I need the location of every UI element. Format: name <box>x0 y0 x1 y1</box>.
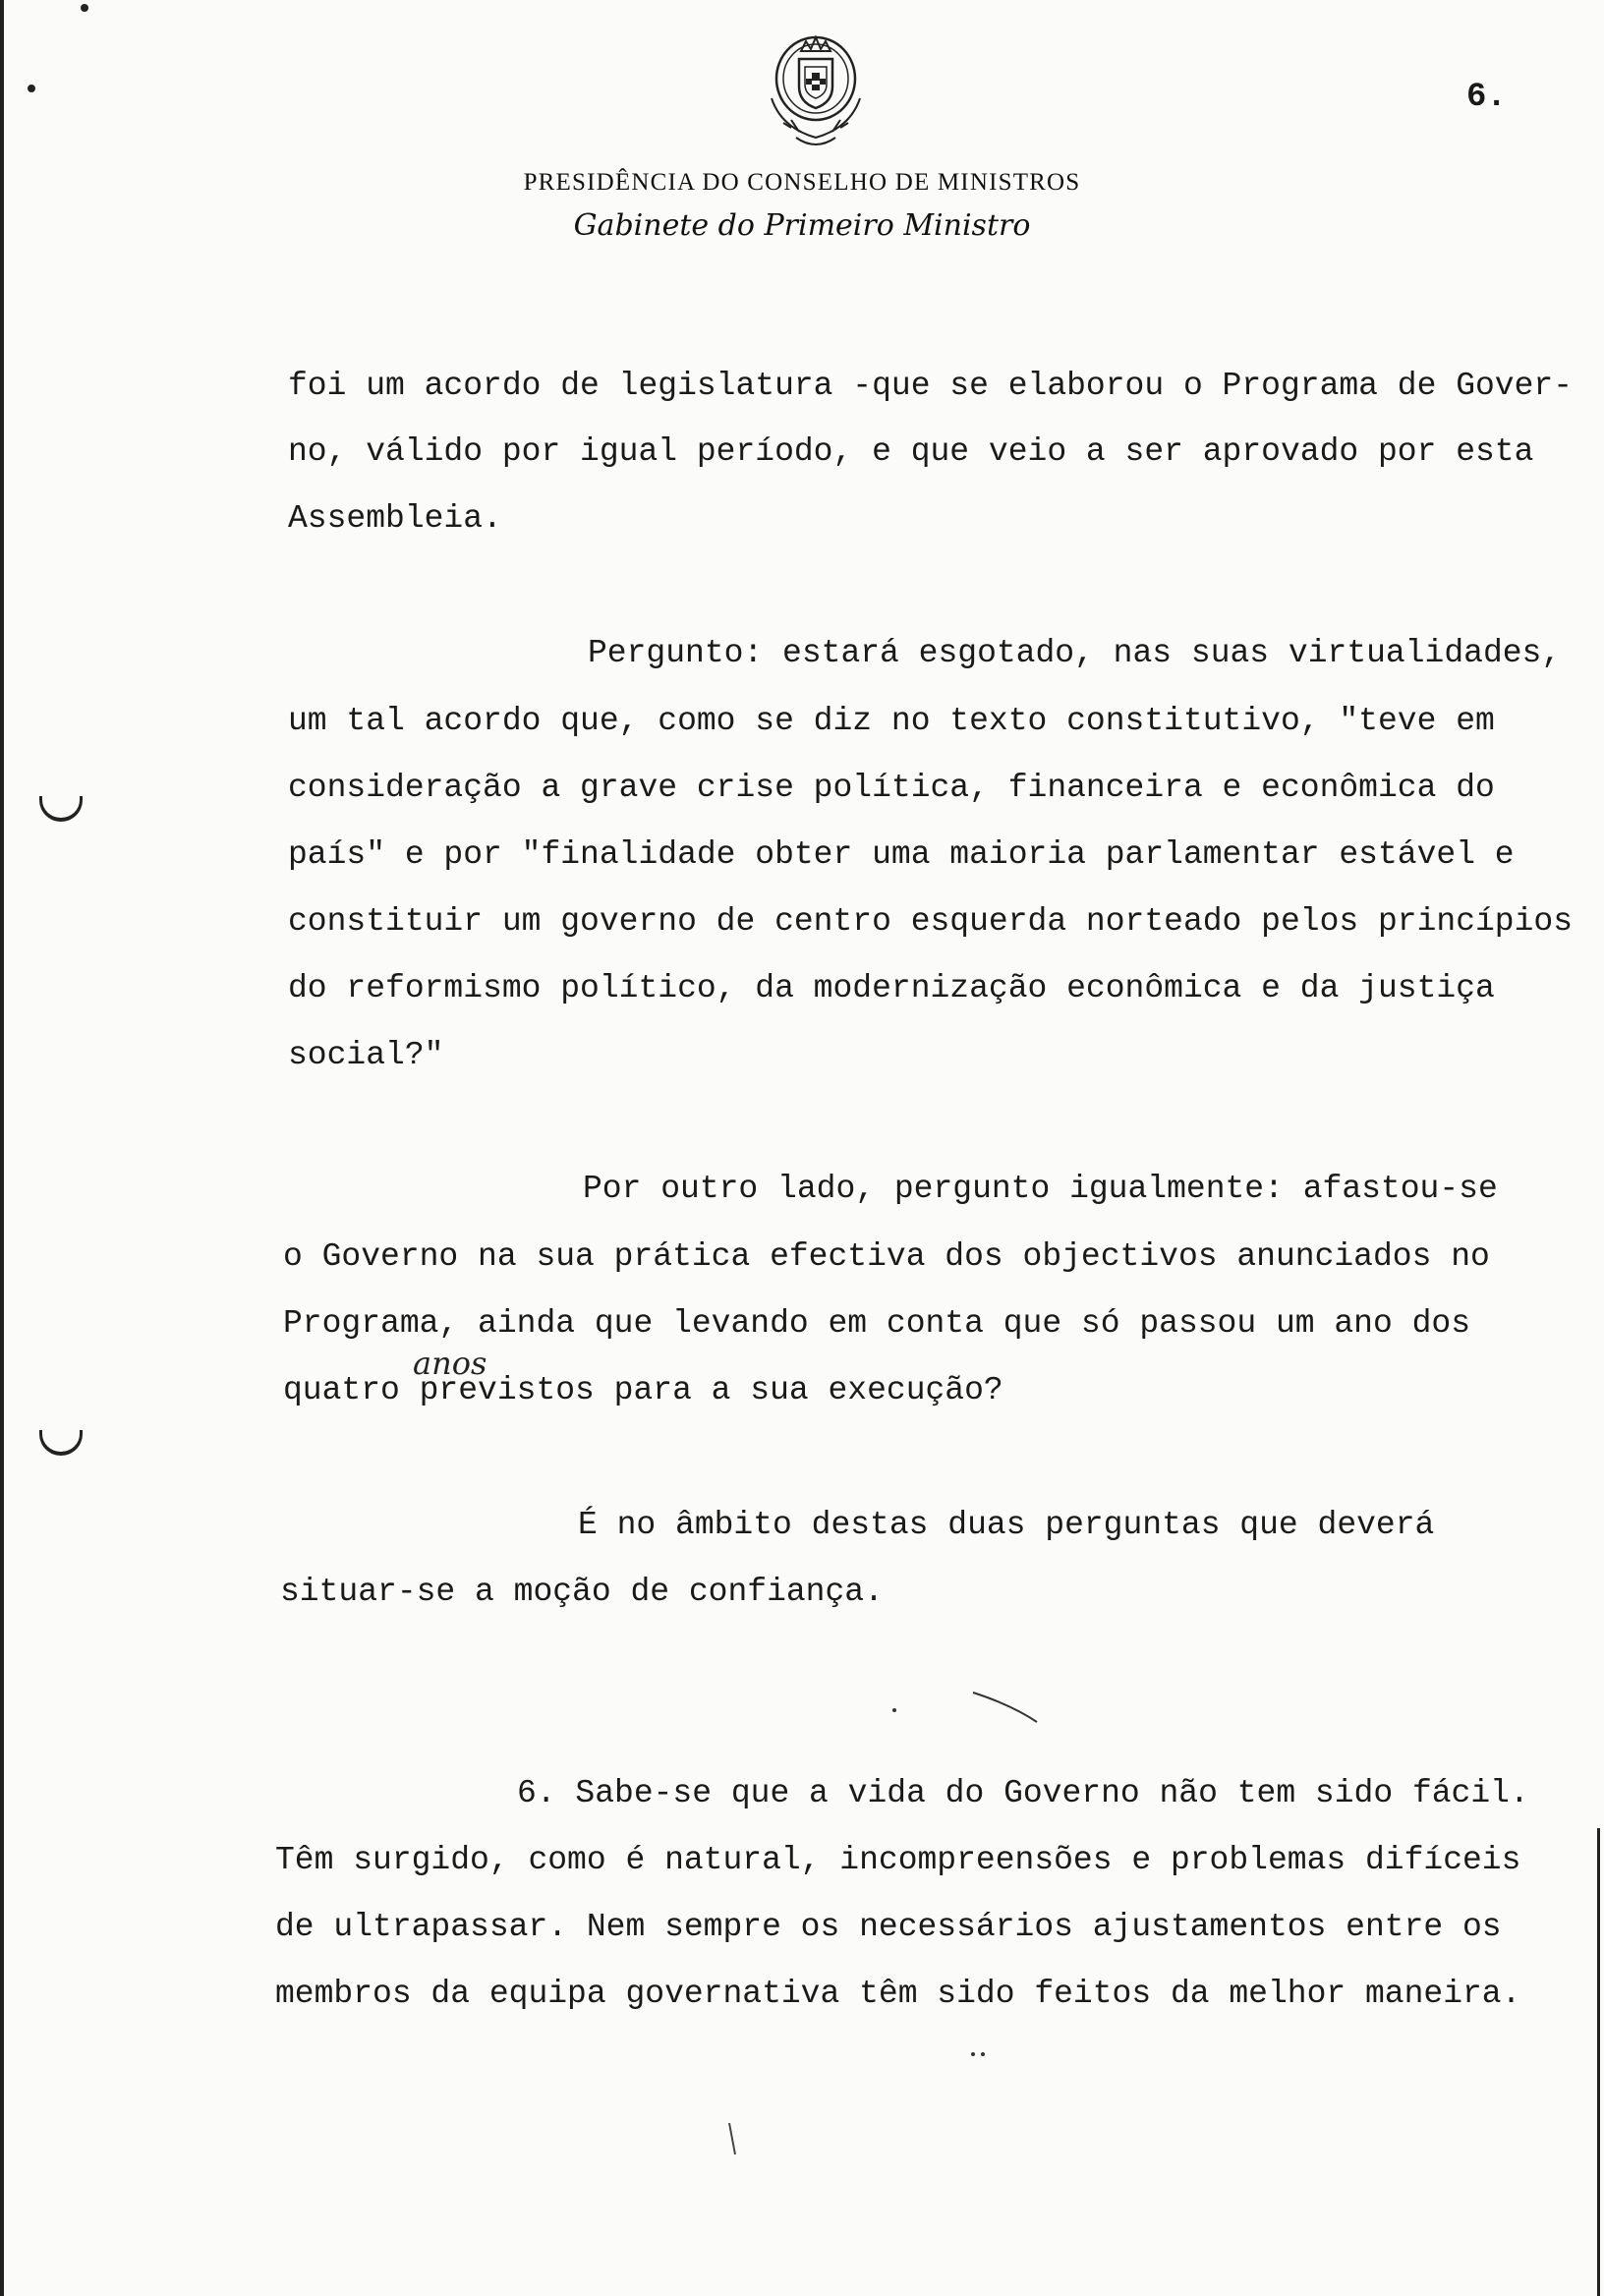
text-line: um tal acordo que, como se diz no texto constitutivo, "teve em <box>288 703 1495 739</box>
text-line: Programa, ainda que levando em conta que só passou um ano dos <box>283 1305 1470 1342</box>
text-line: de ultrapassar. Nem sempre os necessários ajustamentos entre os <box>275 1909 1502 1945</box>
handwritten-insertion: anos <box>413 1345 487 1382</box>
page-number: 6. <box>1466 79 1507 116</box>
text-line: Por outro lado, pergunto igualmente: afastou-se <box>583 1171 1498 1207</box>
text-line: o Governo na sua prática efectiva dos objectivos anunciados no <box>283 1238 1490 1275</box>
letterhead-institution: PRESIDÊNCIA DO CONSELHO DE MINISTROS <box>523 169 1081 196</box>
text-line: situar-se a moção de confiança. <box>280 1574 884 1610</box>
text-line: É no âmbito destas duas perguntas que deverá <box>578 1507 1435 1543</box>
text-line: quatro previstos para a sua execução? <box>283 1372 1003 1408</box>
text-line: Pergunto: estará esgotado, nas suas virtualidades, <box>588 635 1562 671</box>
text-line: país" e por "finalidade obter uma maioria parlamentar estável e <box>288 836 1515 873</box>
text-line: constituir um governo de centro esquerda norteado pelos princípios <box>288 903 1574 940</box>
text-line: membros da equipa governativa têm sido feitos da melhor maneira. <box>275 1976 1521 2012</box>
text-line: no, válido por igual período, e que veio a ser aprovado por esta <box>288 433 1534 470</box>
text-line: social?" <box>288 1037 444 1073</box>
text-line: 6. Sabe-se que a vida do Governo não tem sido fácil. <box>517 1775 1529 1811</box>
text-line: do reformismo político, da modernização econômica e da justiça <box>288 970 1495 1006</box>
text-line: consideração a grave crise política, financeira e econômica do <box>288 770 1495 806</box>
text-line: Têm surgido, como é natural, incompreensões e problemas difíceis <box>275 1842 1521 1878</box>
letterhead-office: Gabinete do Primeiro Ministro <box>573 208 1031 243</box>
text-line: foi um acordo de legislatura -que se elaborou o Programa de Gover- <box>288 368 1574 404</box>
text-line: Assembleia. <box>288 500 502 537</box>
